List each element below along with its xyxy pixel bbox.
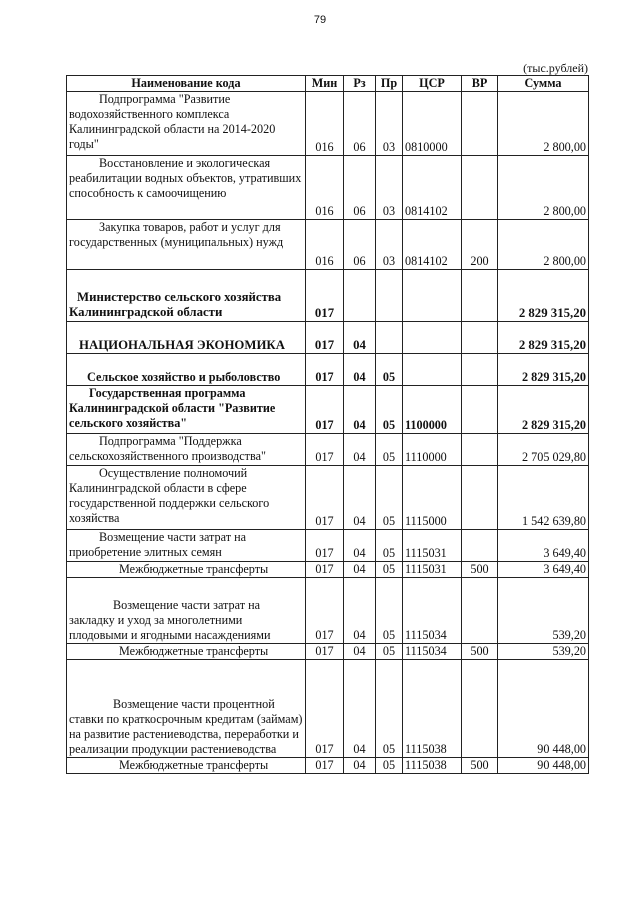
row-min: 016 [306, 156, 344, 220]
table-row [67, 758, 589, 774]
row-sum: 2 829 315,20 [498, 270, 589, 322]
row-pr: 05 [376, 578, 403, 644]
header-min: Мин [306, 76, 344, 92]
row-rz: 04 [344, 434, 376, 466]
row-name: Закупка товаров, работ и услуг для государственных (муниципальных) нужд [67, 220, 306, 270]
row-sum: 2 705 029,80 [498, 434, 589, 466]
table-row [67, 386, 589, 434]
row-rz: 06 [344, 220, 376, 270]
table-row [67, 220, 589, 270]
row-vr [462, 434, 498, 466]
row-min: 017 [306, 660, 344, 758]
row-name: Осуществление полномочий Калининградской области в сфере государственной поддержки сельского хозяйства [67, 466, 306, 530]
row-sum: 2 800,00 [498, 92, 589, 156]
row-vr [462, 530, 498, 562]
row-vr [462, 386, 498, 434]
row-sum: 3 649,40 [498, 530, 589, 562]
row-csr: 0810000 [403, 92, 462, 156]
row-name: НАЦИОНАЛЬНАЯ ЭКОНОМИКА [67, 322, 306, 354]
row-min: 017 [306, 354, 344, 386]
row-pr: 03 [376, 156, 403, 220]
table-header-row [67, 76, 589, 92]
row-name: Сельское хозяйство и рыболовство [67, 354, 306, 386]
header-rz: Рз [344, 76, 376, 92]
row-csr: 1115034 [403, 644, 462, 660]
row-min: 017 [306, 644, 344, 660]
row-rz: 04 [344, 386, 376, 434]
row-name: Министерство сельского хозяйства Калининградской области [67, 270, 306, 322]
row-csr: 1115031 [403, 530, 462, 562]
row-csr [403, 270, 462, 322]
row-vr [462, 354, 498, 386]
row-vr [462, 270, 498, 322]
row-pr [376, 270, 403, 322]
row-pr: 05 [376, 758, 403, 774]
row-name: Межбюджетные трансферты [67, 562, 306, 578]
row-vr: 500 [462, 562, 498, 578]
row-vr [462, 578, 498, 644]
row-min: 016 [306, 220, 344, 270]
row-csr: 1115038 [403, 660, 462, 758]
table-row [67, 156, 589, 220]
row-rz: 04 [344, 562, 376, 578]
row-sum: 2 829 315,20 [498, 322, 589, 354]
row-name: Восстановление и экологическая реабилитации водных объектов, утративших способность к самоочищению [67, 156, 306, 220]
row-rz: 04 [344, 644, 376, 660]
table-row [67, 660, 589, 758]
row-rz: 06 [344, 92, 376, 156]
row-min: 017 [306, 562, 344, 578]
row-csr [403, 322, 462, 354]
row-rz: 04 [344, 758, 376, 774]
row-name: Возмещение части затрат на закладку и уход за многолетними плодовыми и ягодными насаждениями [67, 578, 306, 644]
row-csr: 1115000 [403, 466, 462, 530]
row-sum: 2 800,00 [498, 220, 589, 270]
row-name: Возмещение части затрат на приобретение элитных семян [67, 530, 306, 562]
row-csr: 1115038 [403, 758, 462, 774]
row-csr: 1115034 [403, 578, 462, 644]
header-sum: Сумма [498, 76, 589, 92]
row-vr: 500 [462, 644, 498, 660]
table-row [67, 434, 589, 466]
row-pr: 05 [376, 644, 403, 660]
row-sum: 90 448,00 [498, 758, 589, 774]
row-pr: 03 [376, 220, 403, 270]
row-pr: 05 [376, 466, 403, 530]
table-row [67, 322, 589, 354]
header-pr: Пр [376, 76, 403, 92]
row-rz [344, 270, 376, 322]
units-label: (тыс.рублей) [523, 61, 588, 75]
row-rz: 04 [344, 466, 376, 530]
header-vr: ВР [462, 76, 498, 92]
row-csr: 1100000 [403, 386, 462, 434]
row-pr: 05 [376, 354, 403, 386]
row-rz: 04 [344, 322, 376, 354]
row-vr [462, 322, 498, 354]
row-pr: 05 [376, 386, 403, 434]
row-pr [376, 322, 403, 354]
row-min: 017 [306, 434, 344, 466]
table-row [67, 578, 589, 644]
row-csr [403, 354, 462, 386]
row-sum: 539,20 [498, 644, 589, 660]
row-name: Межбюджетные трансферты [67, 758, 306, 774]
table-row [67, 270, 589, 322]
header-csr: ЦСР [403, 76, 462, 92]
row-rz: 06 [344, 156, 376, 220]
row-vr [462, 466, 498, 530]
row-min: 017 [306, 322, 344, 354]
row-rz: 04 [344, 660, 376, 758]
row-pr: 03 [376, 92, 403, 156]
table-row [67, 644, 589, 660]
row-sum: 539,20 [498, 578, 589, 644]
row-min: 017 [306, 530, 344, 562]
row-csr: 1115031 [403, 562, 462, 578]
row-pr: 05 [376, 562, 403, 578]
row-name: Межбюджетные трансферты [67, 644, 306, 660]
row-rz: 04 [344, 354, 376, 386]
row-csr: 0814102 [403, 156, 462, 220]
row-csr: 0814102 [403, 220, 462, 270]
row-sum: 2 800,00 [498, 156, 589, 220]
row-min: 016 [306, 92, 344, 156]
budget-table [66, 75, 589, 774]
row-sum: 2 829 315,20 [498, 386, 589, 434]
table-row [67, 92, 589, 156]
table-row [67, 354, 589, 386]
header-name: Наименование кода [67, 76, 306, 92]
row-vr [462, 92, 498, 156]
row-min: 017 [306, 386, 344, 434]
table-row [67, 466, 589, 530]
row-sum: 1 542 639,80 [498, 466, 589, 530]
row-name: Подпрограмма "Поддержка сельскохозяйственного производства" [67, 434, 306, 466]
row-name: Подпрограмма "Развитие водохозяйственного комплекса Калининградской области на 2014-2020 годы" [67, 92, 306, 156]
row-sum: 90 448,00 [498, 660, 589, 758]
row-sum: 3 649,40 [498, 562, 589, 578]
table-row [67, 562, 589, 578]
row-name: Возмещение части процентной ставки по краткосрочным кредитам (займам) на развитие растениеводства, переработки и реализации продукции растениеводства [67, 660, 306, 758]
row-rz: 04 [344, 578, 376, 644]
row-min: 017 [306, 466, 344, 530]
row-pr: 05 [376, 660, 403, 758]
row-name: Государственная программа Калининградской области "Развитие сельского хозяйства" [67, 386, 306, 434]
row-min: 017 [306, 270, 344, 322]
row-csr: 1110000 [403, 434, 462, 466]
row-pr: 05 [376, 434, 403, 466]
page-number: 79 [313, 14, 327, 26]
row-vr: 500 [462, 758, 498, 774]
row-sum: 2 829 315,20 [498, 354, 589, 386]
row-vr [462, 156, 498, 220]
row-vr: 200 [462, 220, 498, 270]
row-min: 017 [306, 578, 344, 644]
row-min: 017 [306, 758, 344, 774]
row-pr: 05 [376, 530, 403, 562]
row-rz: 04 [344, 530, 376, 562]
row-vr [462, 660, 498, 758]
table-row [67, 530, 589, 562]
